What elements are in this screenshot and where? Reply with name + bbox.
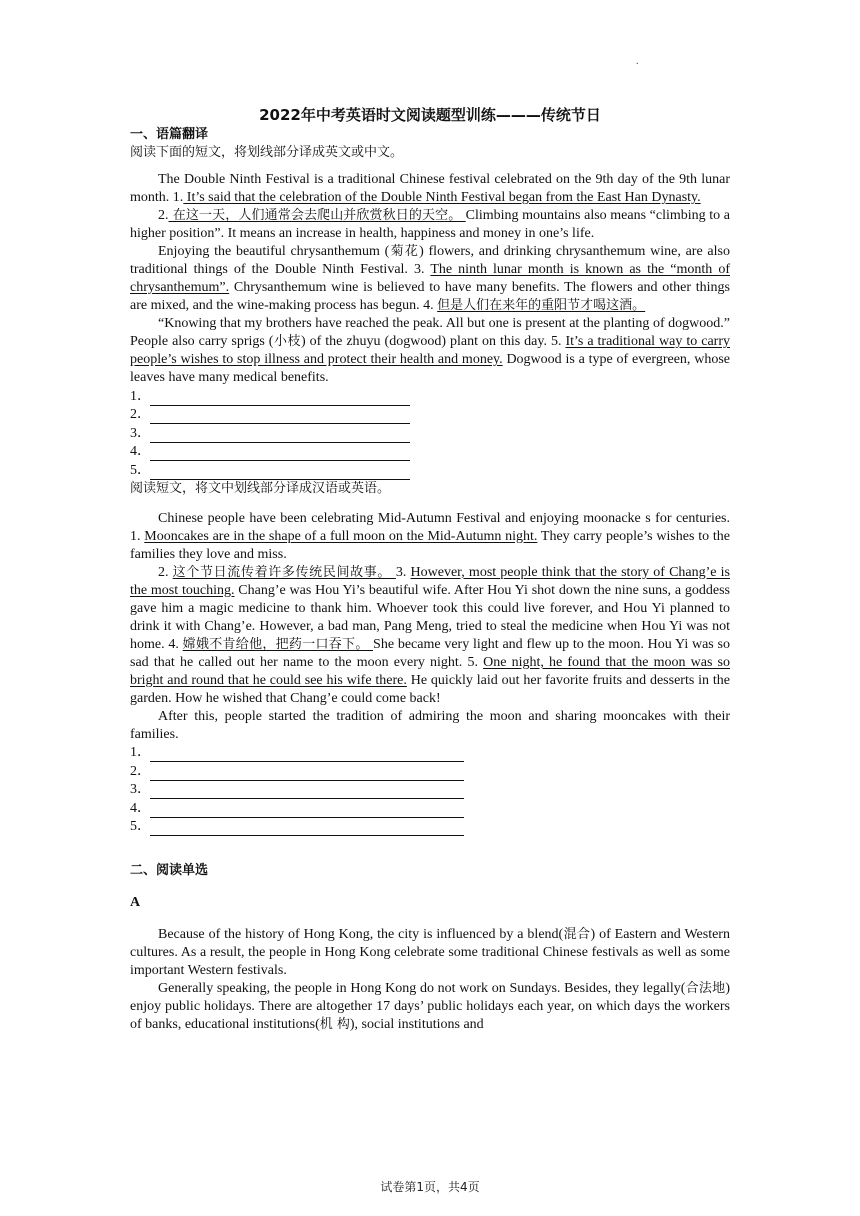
paragraph (130, 243, 730, 315)
text-run: Dogwood is a type of evergreen, whose leaves have many medical benefits. (130, 352, 730, 385)
text-run: ), social institutions and (349, 1017, 484, 1032)
text-run: Enjoying the beautiful chrysanthemum ( (158, 244, 390, 259)
answer-blank[interactable] (130, 424, 730, 443)
paragraph (130, 564, 730, 708)
underlined-sentence: It’s a traditional way to carry people’s wishes to stop illness and protect their health and money. (130, 334, 730, 367)
blank-line[interactable] (150, 803, 464, 818)
paragraph (130, 207, 730, 243)
blank-number: 1． (130, 388, 151, 404)
underlined-sentence: 这个节日流传着许多传统民间故事。 (172, 564, 396, 580)
gloss: 混合 (563, 927, 591, 942)
text-run: 3. (395, 564, 411, 580)
text-run: Chinese people have been celebrating Mid-Autumn Festival and enjoying moonacke s for centuries. 1. (130, 510, 730, 544)
text-run: ) of the zhuyu (dogwood) plant on this day. 5. (300, 334, 566, 349)
blank-number: 2． (130, 763, 151, 779)
blank-line[interactable] (150, 409, 410, 424)
blank-number: 1． (130, 745, 151, 760)
blank-line[interactable] (150, 428, 410, 443)
answer-blank[interactable] (130, 406, 730, 425)
underlined-sentence: Mooncakes are in the shape of a full moon on the Mid-Autumn night. (144, 528, 538, 544)
answer-blanks-2 (130, 744, 730, 837)
text-run: The Double Ninth Festival is a traditional Chinese festival celebrated on the 9th day of the 9th lunar month. 1. (130, 172, 730, 205)
blank-line[interactable] (150, 391, 410, 406)
text-run: Chrysanthemum wine is believed to have many benefits. The flowers and other things are mixed, and the wine-making process has begun. 4. (130, 280, 730, 313)
paragraph (130, 980, 730, 1034)
text-run: ) enjoy public holidays. There are altogether 17 days’ public holidays each year, on which days the workers of banks, educational institutions( (130, 981, 730, 1032)
blank-line[interactable] (150, 821, 464, 836)
underlined-sentence: However, most people think that the story of Chang’e is the most touching. (130, 564, 730, 598)
paragraph (130, 510, 730, 564)
underlined-sentence: One night, he found that the moon was so bright and round that he could see his wife there. (130, 654, 731, 688)
blank-line[interactable] (150, 766, 464, 781)
answer-blank[interactable] (130, 762, 730, 781)
text-run: They carry people’s wishes to the families they love and miss. (130, 528, 730, 562)
passage-label: A (130, 895, 141, 910)
text-run: He quickly laid out her favorite fruits and desserts in the garden. How he wished that Chang’e could come back! (130, 672, 730, 706)
underlined-sentence: It’s said that the celebration of the Double Ninth Festival began from the East Han Dynasty. (183, 190, 701, 205)
paragraph (130, 926, 730, 980)
text-run: She became very light and flew up to the moon. Hou Yi was so sad that he called out her name to the moon every night. 5. (130, 636, 730, 670)
text-run: 2. (158, 208, 169, 223)
blank-number: 5． (130, 462, 151, 478)
blank-line[interactable] (150, 747, 464, 762)
answer-blank[interactable] (130, 461, 730, 480)
blank-number: 3． (130, 782, 151, 797)
document-title: 2022年中考英语时文阅读题型训练———传统节日 (259, 106, 601, 124)
answer-blank[interactable] (130, 781, 730, 800)
blank-line[interactable] (150, 446, 410, 461)
instruction-1: 阅读下面的短文，将划线部分译成英文或中文。 (130, 145, 404, 160)
gloss: 机 构 (319, 1017, 350, 1032)
section-heading-reading: 二、阅读单选 (130, 863, 209, 878)
paragraph (130, 171, 730, 207)
text-run: “Knowing that my brothers have reached the peak. All but one is present at the planting of dogwood.” People also carry sprigs ( (130, 316, 730, 349)
text-run: Generally speaking, the people in Hong Kong do not work on Sundays. Besides, they legally( (158, 981, 686, 996)
answer-blank[interactable] (130, 744, 730, 763)
gloss: 合法地 (685, 981, 726, 996)
answer-blank[interactable] (130, 799, 730, 818)
text-run: ) flowers, and drinking chrysanthemum wine, are also traditional things of the Double Ninth Festival. 3. (130, 244, 730, 277)
section-heading-translation: 一、语篇翻译 (130, 127, 209, 142)
blank-number: 5． (130, 819, 151, 834)
header-mark: . (636, 56, 639, 67)
text-run: Climbing mountains also means “climbing to a higher position”. It means an increase in health, happiness and money in one’s life. (130, 208, 730, 241)
blank-number: 4． (130, 800, 151, 816)
answer-blank[interactable] (130, 443, 730, 462)
page-footer: 试卷第1页，共4页 (380, 1180, 480, 1194)
underlined-sentence: 嫦娥不肯给他，把药一口吞下。 (182, 636, 374, 652)
answer-blank[interactable] (130, 818, 730, 837)
blank-number: 3． (130, 425, 151, 441)
text-run: ) of Eastern and Western cultures. As a result, the people in Hong Kong celebrate some traditional Chinese festivals as well as some important Western festivals. (130, 927, 730, 978)
answer-blanks-1 (130, 387, 730, 480)
underlined-sentence: 但是人们在来年的重阳节才喝这酒。 (437, 298, 646, 313)
text-run: 2. (158, 564, 173, 580)
document-content (130, 104, 730, 1034)
answer-blank[interactable] (130, 387, 730, 406)
blank-line[interactable] (150, 784, 464, 799)
text-run: Because of the history of Hong Kong, the city is influenced by a blend( (158, 927, 564, 942)
blank-number: 2． (130, 407, 151, 422)
blank-line[interactable] (150, 465, 410, 480)
paragraph (130, 315, 730, 387)
gloss: 菊花 (389, 244, 420, 259)
text-run: Chang’e was Hou Yi’s beautiful wife. After Hou Yi shot down the nine suns, a goddess gave him a magic medicine to thank him. Whoever took this could live forever, and Hou Yi planned to drink it with Chang’e. However, a bad man, Pang Meng, tried to steal the medicine when Hou Yi was not home. 4. (130, 582, 731, 652)
underlined-sentence: The ninth lunar month is known as the “month of chrysanthemum”. (130, 262, 730, 295)
blank-number: 4． (130, 444, 151, 459)
paragraph: After this, people started the tradition of admiring the moon and sharing mooncakes with their families. (130, 708, 730, 742)
gloss: 小枝 (273, 334, 301, 349)
instruction-2: 阅读短文，将文中划线部分译成汉语或英语。 (130, 480, 391, 496)
underlined-sentence: 在这一天，人们通常会去爬山并欣赏秋日的天空。 (168, 208, 466, 223)
